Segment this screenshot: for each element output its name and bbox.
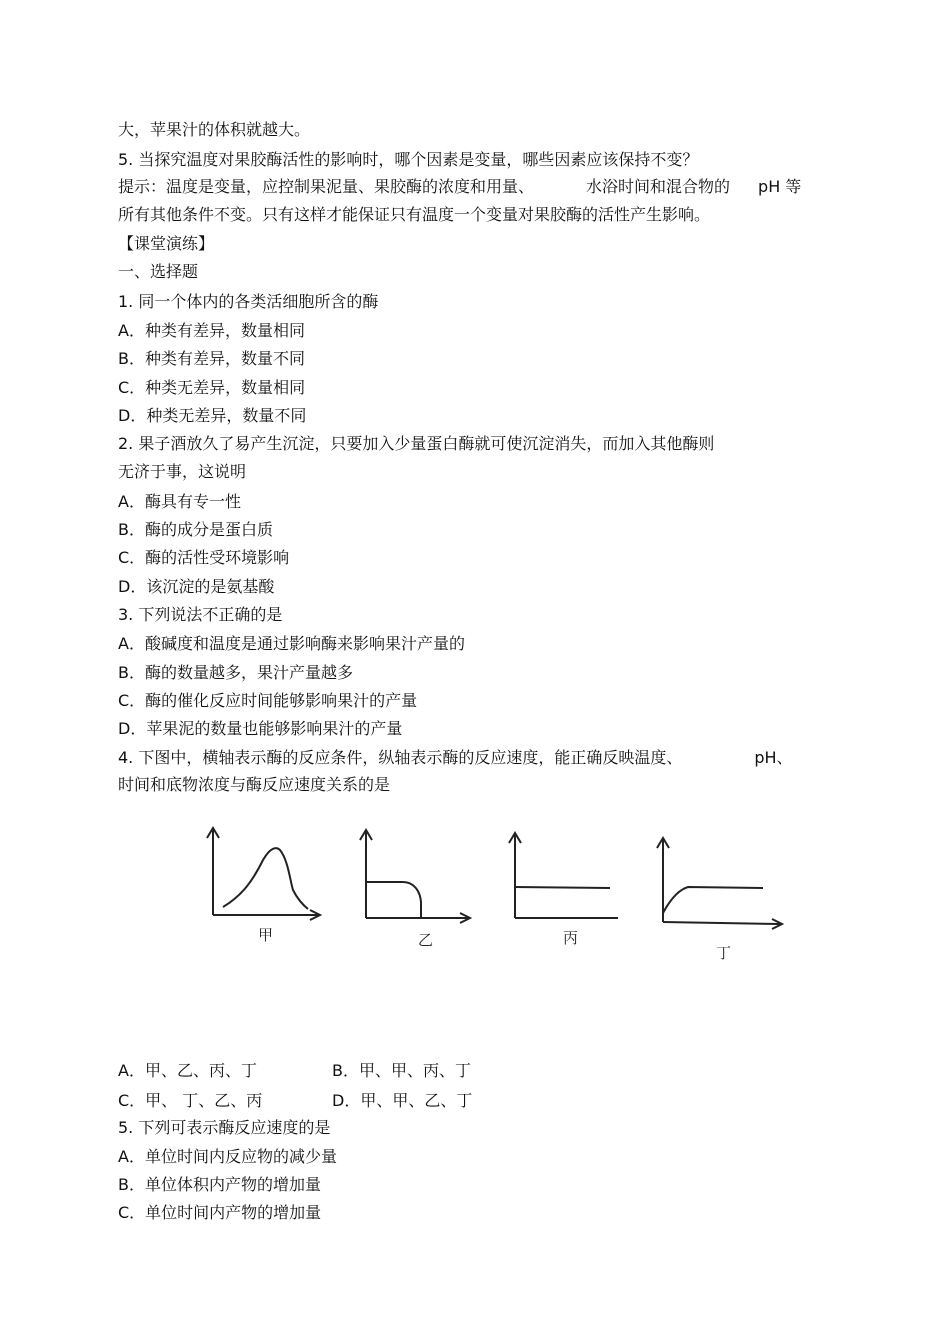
option: B．单位体积内产物的增加量 <box>118 1175 321 1194</box>
graph-label: 丙 <box>563 929 579 947</box>
option: C．种类无差异，数量相同 <box>118 378 306 397</box>
question-stem: 2. 果子酒放久了易产生沉淀，只要加入少量蛋白酶就可使沉淀消失，而加入其他酶则 <box>118 434 715 453</box>
graph-label: 甲 <box>258 926 274 944</box>
option: B．酶的成分是蛋白质 <box>118 520 273 539</box>
graph-label: 丁 <box>716 944 732 962</box>
option: A．酶具有专一性 <box>118 492 241 511</box>
option: A．种类有差异，数量相同 <box>118 321 305 340</box>
subsection-title: 一、选择题 <box>118 262 199 281</box>
option: B．甲、甲、丙、丁 <box>332 1061 471 1080</box>
hint-part: 提示：温度是变量，应控制果泥量、果胶酶的浓度和用量、 <box>118 177 535 196</box>
option: C．甲、 丁、乙、丙 <box>118 1091 263 1110</box>
saturation-curve <box>663 887 763 913</box>
bell-curve <box>223 848 308 909</box>
curve <box>366 882 421 918</box>
graph-bing <box>509 833 618 918</box>
hint-part: 水浴时间和混合物的 <box>586 177 731 196</box>
question-stem: 5. 下列可表示酶反应速度的是 <box>118 1118 331 1137</box>
graphs-svg <box>118 810 878 980</box>
graph-jia <box>207 828 320 920</box>
option: C．酶的活性受环境影响 <box>118 548 290 567</box>
question-stem: 无济于事，这说明 <box>118 462 247 481</box>
question-text: 5. 当探究温度对果胶酶活性的影响时，哪个因素是变量，哪些因素应该保持不变？ <box>118 150 699 169</box>
options-row <box>118 1061 471 1081</box>
hint-part: pH 等 <box>758 177 802 196</box>
x-axis <box>663 922 780 924</box>
option: B．种类有差异，数量不同 <box>118 349 305 368</box>
option: D．种类无差异，数量不同 <box>118 406 307 425</box>
option: D．该沉淀的是氨基酸 <box>118 577 275 596</box>
graph-ding <box>657 838 782 929</box>
graph-label: 乙 <box>418 931 434 949</box>
flat-line <box>515 887 610 888</box>
options-row <box>118 1091 472 1111</box>
option: D．甲、甲、乙、丁 <box>332 1091 473 1110</box>
option: D．苹果泥的数量也能够影响果汁的产量 <box>118 719 403 738</box>
option: B．酶的数量越多，果汁产量越多 <box>118 663 353 682</box>
question-stem <box>118 748 793 768</box>
stem-part: pH、 <box>754 748 793 767</box>
question-stem: 1. 同一个体内的各类活细胞所含的酶 <box>118 292 379 311</box>
hint-line: 所有其他条件不变。只有这样才能保证只有温度一个变量对果胶酶的活性产生影响。 <box>118 205 711 224</box>
option: C．酶的催化反应时间能够影响果汁的产量 <box>118 691 418 710</box>
stem-part: 4. 下图中，横轴表示酶的反应条件，纵轴表示酶的反应速度，能正确反映温度、 <box>118 748 683 767</box>
text-line: 大，苹果汁的体积就越大。 <box>118 120 311 139</box>
option: C．单位时间内产物的增加量 <box>118 1203 322 1222</box>
hint-line <box>118 177 801 197</box>
enzyme-graphs-figure <box>118 810 878 980</box>
option: A．酸碱度和温度是通过影响酶来影响果汁产量的 <box>118 634 465 653</box>
option: A．单位时间内反应物的减少量 <box>118 1147 337 1166</box>
question-stem: 时间和底物浓度与酶反应速度关系的是 <box>118 775 391 794</box>
option: A．甲、乙、丙、丁 <box>118 1061 257 1080</box>
section-title: 【课堂演练】 <box>118 234 215 253</box>
graph-yi <box>360 830 470 923</box>
question-stem: 3. 下列说法不正确的是 <box>118 605 283 624</box>
